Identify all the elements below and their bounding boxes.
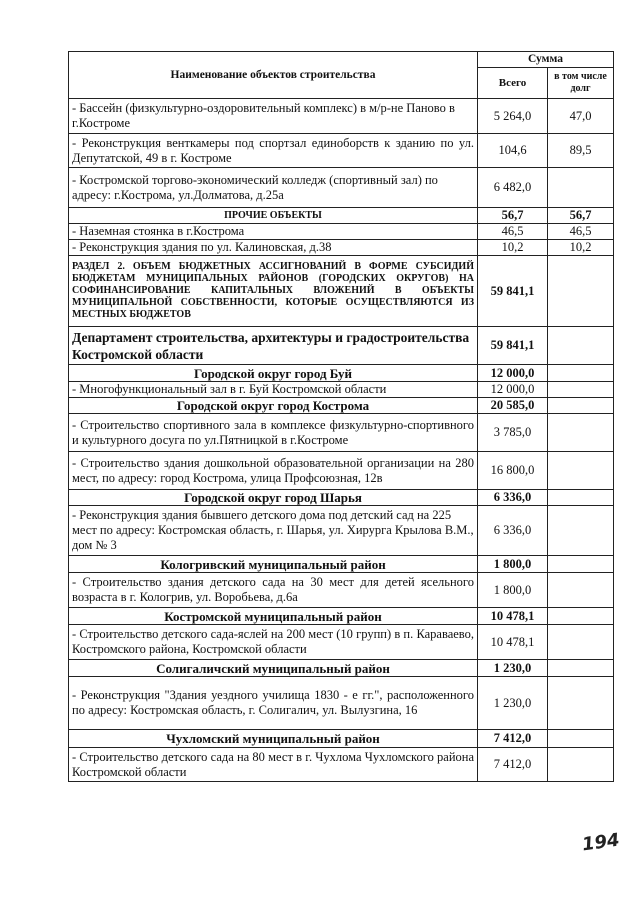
row-total: 46,5 — [478, 224, 548, 240]
row-debt: 10,2 — [548, 240, 614, 256]
row-debt — [548, 506, 614, 556]
row-name: - Строительство спортивного зала в комплексе физкультурно-спортивного и культурного досуга по ул.Пятницкой в г.Костроме — [69, 414, 478, 452]
table-row — [69, 608, 614, 625]
table-row — [69, 677, 614, 730]
table-row — [69, 327, 614, 365]
row-debt: 89,5 — [548, 134, 614, 168]
table-row — [69, 398, 614, 414]
row-debt — [548, 327, 614, 365]
row-total: 1 800,0 — [478, 573, 548, 608]
row-name: - Строительство детского сада на 80 мест в г. Чухлома Чухломского района Костромской области — [69, 748, 478, 782]
row-total: 59 841,1 — [478, 256, 548, 327]
row-total: 1 800,0 — [478, 556, 548, 573]
row-name: - Костромской торгово-экономический колледж (спортивный зал) по адресу: г.Кострома, ул.Долматова, д.25а — [69, 168, 478, 208]
table-row — [69, 99, 614, 134]
row-total: 20 585,0 — [478, 398, 548, 414]
row-debt — [548, 365, 614, 382]
row-total: 59 841,1 — [478, 327, 548, 365]
row-total: 6 336,0 — [478, 506, 548, 556]
row-name: - Строительство здания дошкольной образовательной организации на 280 мест, по адресу: город Кострома, улица Профсоюзная, 12в — [69, 452, 478, 490]
row-debt — [548, 748, 614, 782]
table-row — [69, 556, 614, 573]
row-total: 56,7 — [478, 208, 548, 224]
row-debt — [548, 256, 614, 327]
row-total: 12 000,0 — [478, 365, 548, 382]
table-row — [69, 452, 614, 490]
district-title: Костромской муниципальный район — [69, 608, 478, 625]
row-name: - Бассейн (физкультурно-оздоровительный комплекс) в м/р-не Паново в г.Костроме — [69, 99, 478, 134]
row-debt — [548, 168, 614, 208]
table-row — [69, 224, 614, 240]
district-title: Городской округ город Буй — [69, 365, 478, 382]
row-total: 6 482,0 — [478, 168, 548, 208]
table-row — [69, 660, 614, 677]
table-row — [69, 134, 614, 168]
header-debt-col: в том числе долг — [548, 68, 614, 99]
row-total: 16 800,0 — [478, 452, 548, 490]
district-title: Городской округ город Шарья — [69, 490, 478, 506]
district-title: Солигаличский муниципальный район — [69, 660, 478, 677]
row-total: 1 230,0 — [478, 677, 548, 730]
table-row — [69, 382, 614, 398]
row-total: 10,2 — [478, 240, 548, 256]
header-name-col: Наименование объектов строительства — [69, 52, 478, 99]
table-row — [69, 168, 614, 208]
table-row — [69, 208, 614, 224]
row-name: - Реконструкция здания бывшего детского дома под детский сад на 225 мест по адресу: Костромская область, г. Шарья, ул. Хирурга Крылова В.М., дом № 3 — [69, 506, 478, 556]
budget-table — [68, 51, 614, 782]
row-debt: 46,5 — [548, 224, 614, 240]
row-name: - Строительство детского сада-яслей на 200 мест (10 групп) в п. Караваево, Костромского района, Костромской области — [69, 625, 478, 660]
table-row — [69, 573, 614, 608]
district-title: Городской округ город Кострома — [69, 398, 478, 414]
row-total: 7 412,0 — [478, 730, 548, 748]
table-row — [69, 490, 614, 506]
row-debt — [548, 573, 614, 608]
row-name: - Реконструкция "Здания уездного училища 1830 - е гг.", расположенного по адресу: Костромская область, г. Солигалич, ул. Вылузгина, 16 — [69, 677, 478, 730]
table-row — [69, 625, 614, 660]
row-name: - Наземная стоянка в г.Кострома — [69, 224, 478, 240]
row-debt: 47,0 — [548, 99, 614, 134]
row-debt — [548, 608, 614, 625]
row-name: - Реконструкция здания по ул. Калиновская, д.38 — [69, 240, 478, 256]
row-total: 5 264,0 — [478, 99, 548, 134]
row-name: - Многофункциональный зал в г. Буй Костромской области — [69, 382, 478, 398]
section-other-objects: ПРОЧИЕ ОБЪЕКТЫ — [69, 208, 478, 224]
table-row — [69, 365, 614, 382]
table-row — [69, 256, 614, 327]
row-debt — [548, 452, 614, 490]
row-total: 1 230,0 — [478, 660, 548, 677]
row-total: 3 785,0 — [478, 414, 548, 452]
department-title: Департамент строительства, архитектуры и градостроительства Костромской области — [69, 327, 478, 365]
row-debt — [548, 414, 614, 452]
row-debt — [548, 660, 614, 677]
district-title: Чухломский муниципальный район — [69, 730, 478, 748]
row-debt — [548, 556, 614, 573]
row-total: 7 412,0 — [478, 748, 548, 782]
row-total: 10 478,1 — [478, 625, 548, 660]
row-total: 12 000,0 — [478, 382, 548, 398]
row-debt — [548, 677, 614, 730]
row-debt — [548, 490, 614, 506]
row-name: - Строительство здания детского сада на 30 мест для детей ясельного возраста в г. Кологрив, ул. Воробьева, д.6а — [69, 573, 478, 608]
handwritten-page-number: 194 — [580, 829, 621, 856]
row-total: 104,6 — [478, 134, 548, 168]
row-debt — [548, 625, 614, 660]
header-sum-col: Сумма — [478, 52, 614, 68]
table-row — [69, 748, 614, 782]
row-debt: 56,7 — [548, 208, 614, 224]
header-total-col: Всего — [478, 68, 548, 99]
row-total: 10 478,1 — [478, 608, 548, 625]
row-total: 6 336,0 — [478, 490, 548, 506]
table-row — [69, 730, 614, 748]
row-name: - Реконструкция венткамеры под спортзал единоборств к зданию по ул. Депутатской, 49 в г. Костроме — [69, 134, 478, 168]
row-debt — [548, 398, 614, 414]
table-row — [69, 240, 614, 256]
row-debt — [548, 730, 614, 748]
district-title: Кологривский муниципальный район — [69, 556, 478, 573]
section-2-title: РАЗДЕЛ 2. ОБЪЕМ БЮДЖЕТНЫХ АССИГНОВАНИЙ В ФОРМЕ СУБСИДИЙ БЮДЖЕТАМ МУНИЦИПАЛЬНЫХ РАЙОНОВ (ГОРОДСКИХ ОКРУГОВ) НА СОФИНАНСИРОВАНИЕ КАПИТАЛЬНЫХ ВЛОЖЕНИЙ В ОБЪЕКТЫ МУНИЦИПАЛЬНОЙ СОБСТВЕННОСТИ, КОТОРЫЕ ОСУЩЕСТВЛЯЮТСЯ ИЗ МЕСТНЫХ БЮДЖЕТОВ — [69, 256, 478, 327]
row-debt — [548, 382, 614, 398]
table-row — [69, 414, 614, 452]
table-row — [69, 506, 614, 556]
